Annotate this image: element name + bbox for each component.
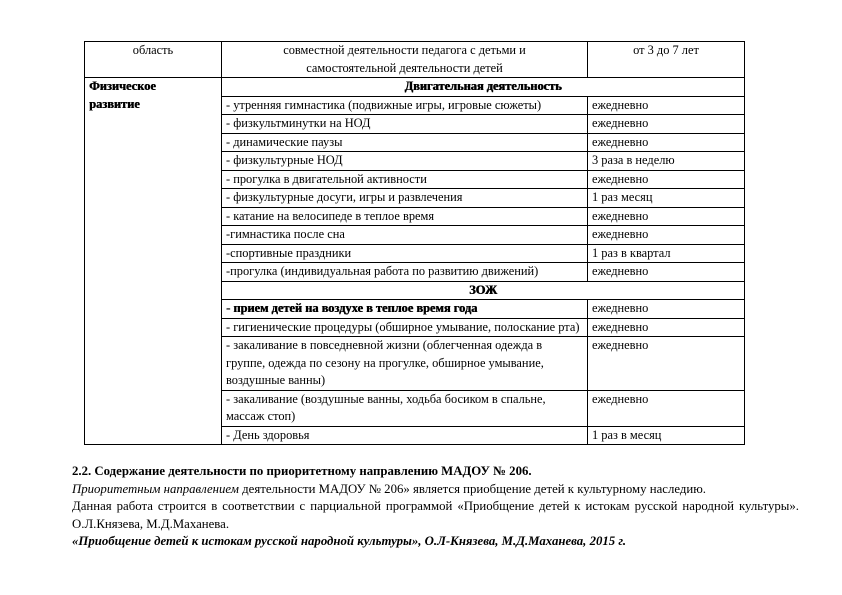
region-label-line2: развитие (89, 96, 140, 111)
activity-cell: - физкультурные НОД (222, 152, 588, 171)
priority-direction-section (72, 463, 799, 551)
activity-cell: - катание на велосипеде в теплое время (222, 207, 588, 226)
priority-paragraph-rest: деятельности МАДОУ № 206» является приобщение детей к культурному наследию. (238, 481, 706, 496)
activity-cell: -гимнастика после сна (222, 226, 588, 245)
region-cell (85, 78, 222, 445)
frequency-cell: ежедневно (588, 133, 745, 152)
program-citation-text: «Приобщение детей к истокам русской народной культуры», О.Л-Князева, М.Д.Маханева, 2015 г. (72, 534, 627, 549)
program-paragraph: Данная работа строится в соответствии с парциальной программой «Приобщение детей к истокам русской народной культуры». О.Л.Князева, М.Д.Маханева. (72, 499, 799, 531)
activity-cell: - гигиенические процедуры (обширное умывание, полоскание рта) (222, 318, 588, 337)
activity-cell: -спортивные праздники (222, 244, 588, 263)
section-title-motor: Двигательная деятельность (222, 78, 745, 97)
frequency-cell: 1 раз в квартал (588, 244, 745, 263)
activity-cell: - закаливание (воздушные ванны, ходьба босиком в спальне, массаж стоп) (222, 390, 588, 426)
frequency-cell: ежедневно (588, 318, 745, 337)
section-row-motor (85, 78, 745, 97)
frequency-cell: ежедневно (588, 390, 745, 426)
header-age-cell (588, 42, 745, 78)
frequency-cell: ежедневно (588, 337, 745, 391)
activity-table (84, 41, 745, 445)
frequency-cell: ежедневно (588, 115, 745, 134)
activity-cell: - динамические паузы (222, 133, 588, 152)
section-title-healthy-lifestyle: ЗОЖ (222, 281, 745, 300)
frequency-cell: ежедневно (588, 263, 745, 282)
header-region-label: область (132, 43, 174, 57)
header-activity-line2: самостоятельной деятельности детей (306, 60, 503, 75)
section-heading: 2.2. Содержание деятельности по приоритетному направлению МАДОУ № 206. (72, 464, 532, 478)
activity-cell: - прием детей на воздухе в теплое время года (222, 300, 588, 319)
frequency-cell: ежедневно (588, 170, 745, 189)
frequency-cell: ежедневно (588, 300, 745, 319)
activity-cell: -прогулка (индивидуальная работа по развитию движений) (222, 263, 588, 282)
header-activity-cell (222, 42, 588, 78)
program-citation (72, 533, 799, 551)
region-label-line1: Физическое (89, 79, 156, 93)
activity-cell: - физкультминутки на НОД (222, 115, 588, 134)
activity-cell: - прогулка в двигательной активности (222, 170, 588, 189)
header-activity-line1: совместной деятельности педагога с детьми и (283, 43, 526, 57)
activity-cell: - физкультурные досуги, игры и развлечения (222, 189, 588, 208)
priority-paragraph (72, 481, 799, 499)
table-header-row (85, 42, 745, 78)
frequency-cell: ежедневно (588, 226, 745, 245)
frequency-cell: ежедневно (588, 207, 745, 226)
frequency-cell: 3 раза в неделю (588, 152, 745, 171)
activity-cell: - закаливание в повседневной жизни (облегченная одежда в группе, одежда по сезону на прогулке, обширное умывание, воздушные ванны) (222, 337, 588, 391)
frequency-cell: 1 раз в месяц (588, 426, 745, 445)
activity-cell: - утренняя гимнастика (подвижные игры, игровые сюжеты) (222, 96, 588, 115)
header-age-label: от 3 до 7 лет (633, 43, 699, 57)
priority-italic-phrase: Приоритетным направлением (72, 481, 239, 496)
frequency-cell: ежедневно (588, 96, 745, 115)
frequency-cell: 1 раз месяц (588, 189, 745, 208)
header-region-cell (85, 42, 222, 78)
activity-cell: - День здоровья (222, 426, 588, 445)
